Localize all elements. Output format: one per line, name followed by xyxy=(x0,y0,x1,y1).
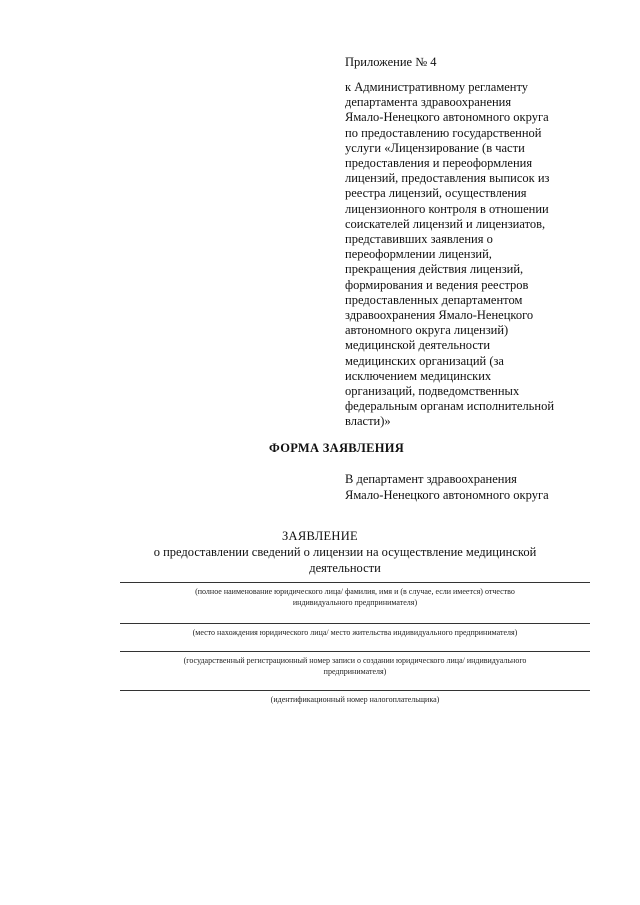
appendix-line: здравоохранения Ямало-Ненецкого xyxy=(345,308,534,323)
applicant-address-line[interactable] xyxy=(120,623,590,624)
application-title: ЗАЯВЛЕНИЕ xyxy=(282,529,358,543)
taxpayer-id-line[interactable] xyxy=(120,690,590,691)
applicant-name-hint xyxy=(120,587,590,608)
appendix-line: организаций, подведомственных xyxy=(345,384,520,399)
applicant-name-line[interactable] xyxy=(120,582,590,583)
appendix-line: автономного округа лицензий) xyxy=(345,323,509,338)
appendix-line: федеральным органам исполнительной xyxy=(345,399,555,414)
appendix-line: Ямало-Ненецкого автономного округа xyxy=(345,110,549,125)
appendix-line: услуги «Лицензирование (в части xyxy=(345,140,525,155)
appendix-line: медицинской деятельности xyxy=(345,338,491,353)
appendix-line: по предоставлению государственной xyxy=(345,125,542,140)
appendix-line: формирования и ведения реестров xyxy=(345,277,529,292)
appendix-line: департамента здравоохранения xyxy=(345,95,512,110)
field-hint-line: (полное наименование юридического лица/ фамилия, имя и (в случае, если имеется) отчество xyxy=(195,587,515,596)
addressee-line-1: В департамент здравоохранения xyxy=(345,472,517,486)
appendix-line: переоформлении лицензий, xyxy=(345,247,492,262)
appendix-line: прекращения действия лицензий, xyxy=(345,262,524,277)
application-subtitle-line-2: деятельности xyxy=(309,560,381,575)
appendix-line: лицензий, предоставления выписок из xyxy=(345,171,550,186)
appendix-line: лицензионного контроля в отношении xyxy=(345,201,549,216)
field-hint-line: предпринимателя) xyxy=(323,666,387,676)
field-hint-line: индивидуального предпринимателя) xyxy=(292,597,418,607)
application-subtitle-line-1: о предоставлении сведений о лицензии на осуществление медицинской xyxy=(153,545,537,559)
registration-number-hint xyxy=(120,656,590,677)
appendix-line: власти)» xyxy=(345,414,391,429)
addressee-block xyxy=(345,472,549,503)
field-hint-line: (место нахождения юридического лица/ место жительства индивидуального предпринимателя) xyxy=(192,628,518,637)
appendix-line: соискателей лицензий и лицензиатов, xyxy=(345,216,546,231)
taxpayer-id-hint xyxy=(120,695,590,706)
field-hint-line: (идентификационный номер налогоплательщика) xyxy=(270,695,440,704)
applicant-address-hint xyxy=(120,628,590,639)
application-subtitle xyxy=(100,545,590,576)
form-heading: ФОРМА ЗАЯВЛЕНИЯ xyxy=(269,441,405,455)
appendix-line: представивших заявления о xyxy=(345,232,493,247)
registration-number-line[interactable] xyxy=(120,651,590,652)
appendix-line: к Административному регламенту xyxy=(345,80,529,94)
appendix-line: предоставления и переоформления xyxy=(345,156,533,171)
appendix-line: предоставленных департаментом xyxy=(345,292,523,307)
appendix-line: реестра лицензий, осуществления xyxy=(345,186,527,201)
appendix-title: Приложение № 4 xyxy=(345,55,437,69)
appendix-line: медицинских организаций (за xyxy=(345,353,504,368)
appendix-body xyxy=(345,80,600,430)
addressee-line-2: Ямало-Ненецкого автономного округа xyxy=(345,487,549,502)
field-hint-line: (государственный регистрационный номер записи о создании юридического лица/ индивидуального xyxy=(183,656,527,665)
appendix-line: исключением медицинских xyxy=(345,368,492,383)
